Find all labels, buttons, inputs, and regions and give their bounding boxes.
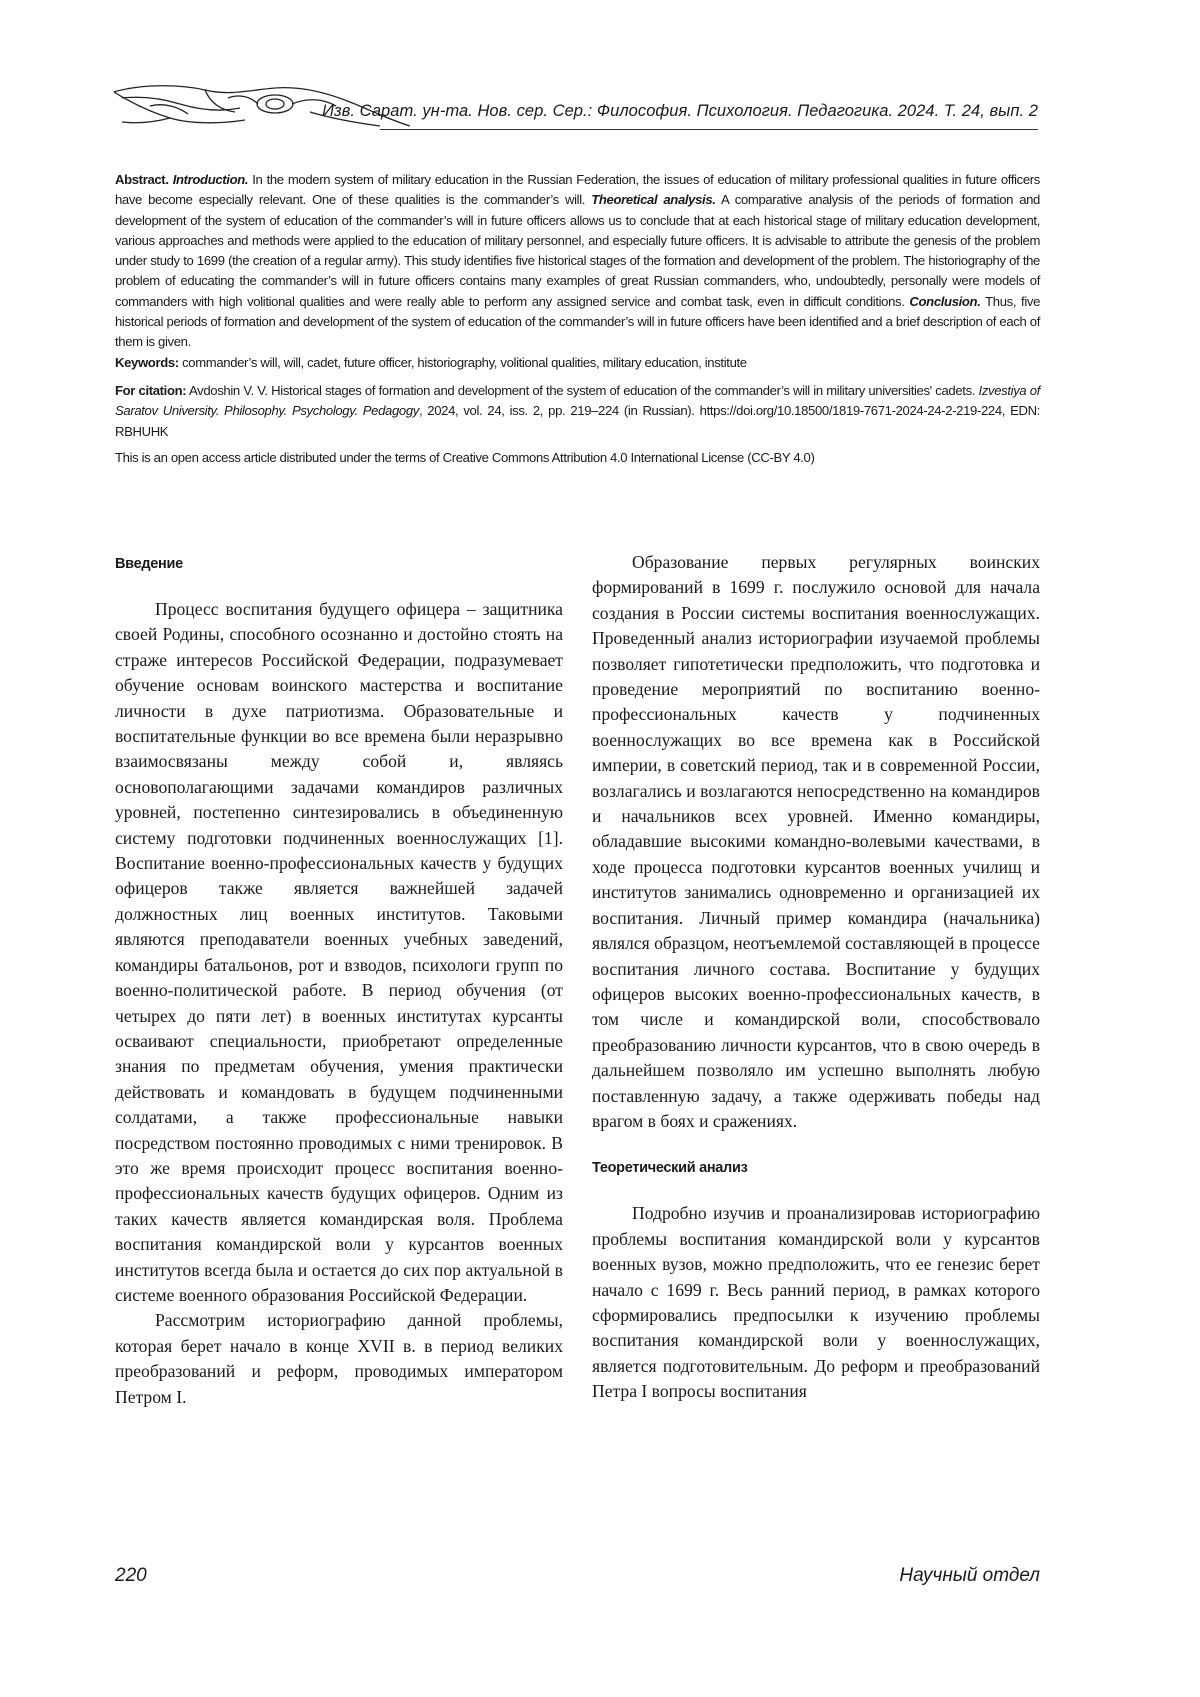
page-number: 220 — [115, 1565, 147, 1586]
citation-text-1: Avdoshin V. V. Historical stages of formation and development of the system of education of the commander’s will in military universities' cadets. — [186, 382, 979, 398]
citation — [115, 381, 1040, 442]
citation-text-2: , 2024, vol. 24, iss. 2, pp. 219–224 (in Russian). https://doi.org/10.18500/1819-7671-2024-24-2-219-224, EDN: RBHUHK — [115, 403, 1040, 439]
abstract-label: Abstract. — [115, 172, 169, 187]
citation-journal: Izvestiya of Saratov University. Philosophy. Psychology. Pedagogy — [115, 382, 1041, 419]
abstract-theory-label: Theoretical analysis. — [591, 192, 716, 208]
abstract-intro-label: Introduction. — [172, 172, 249, 187]
body-paragraph: Рассмотрим историографию данной проблемы, которая берет начало в конце XVII в. в период великих преобразований и реформ, проводимых императором Петром I. — [115, 1310, 563, 1407]
section-footer: Научный отдел — [899, 1565, 1040, 1586]
citation-label: For citation: — [115, 382, 187, 398]
keywords-text: commander’s will, will, cadet, future officer, historiography, volitional qualities, military education, institute — [178, 354, 747, 370]
section-heading-introduction: Введение — [115, 556, 183, 572]
body-paragraph: Подробно изучив и проанализировав историографию проблемы воспитания командирской воли у курсантов военных вузов, можно предположить, что ее генезис берет начало с 1699 г. Весь ранний период, в рамках которого сформировались предпосылки к изучению проблемы воспитания командирской воли у военнослужащих, является подготовительным. До реформ и преобразований Петра I вопросы воспитания — [592, 1203, 1040, 1402]
keywords — [115, 353, 1040, 373]
abstract-paragraph — [115, 170, 1040, 353]
running-header — [110, 82, 1038, 134]
section-heading-theoretical-analysis: Теоретический анализ — [592, 1160, 748, 1177]
left-column — [115, 550, 563, 1410]
right-column — [592, 550, 1040, 1405]
abstract-theory-text: A comparative analysis of the periods of formation and development of the system of education of the commander’s will in future officers allows us to conclude that at each historical stage of military education development, various approaches and methods were applied to the education of military personnel, and especially future officers. It is advisable to attribute the genesis of the problem under study to 1699 (the creation of a regular army). This study identifies five historical stages of the formation and development of the problem. The historiography of the problem of educating the commander’s will in future officers contains many examples of great Russian commanders, who, undoubtedly, personally were models of commanders with high volitional qualities and were really able to perform any assigned service and combat task, even in difficult conditions. — [115, 192, 1040, 309]
body-paragraph: Образование первых регулярных воинских формирований в 1699 г. послужило основой для начала создания в России системы воспитания военнослужащих. Проведенный анализ историографии изучаемой проблемы позволяет гипотетически предположить, что подготовка и проведение мероприятий по воспитанию военно-профессиональных качеств у подчиненных военнослужащих во все времена как в Российской империи, в советский период, так и в современной России, возлагались и возлагаются непосредственно на командиров и начальников всех уровней. Именно командиры, обладавшие высокими командно-волевыми качествами, в ходе процесса подготовки курсантов военных училищ и институтов занимались одновременно и организацией их воспитания. Личный пример командира (начальника) являлся образцом, неотъемлемой составляющей в процессе воспитания личного состава. Воспитание у будущих офицеров высоких военно-профессиональных качеств, в том числе и командирской воли, способствовало преобразованию личности курсантов, что в свою очередь в дальнейшем позволяло им успешно выполнять любую поставленную задачу, а также одерживать победы над врагом в боях и сражениях. — [592, 552, 1040, 1131]
body-paragraph: Процесс воспитания будущего офицера – защитника своей Родины, способного осознанно и достойно стоять на страже интересов Российской Федерации, подразумевает обучение основам воинского мастерства и воспитание личности в духе патриотизма. Образовательные и воспитательные функции во все времена были неразрывно взаимосвязаны между собой и, являясь основополагающими задачами командиров различных уровней, постепенно синтезировались в объединенную систему подготовки подчиненных военнослужащих [1]. Воспитание военно-профессиональных качеств у будущих офицеров также является важнейшей задачей должностных лиц военных институтов. Таковыми являются преподаватели военных учебных заведений, командиры батальонов, рот и взводов, психологи групп по военно-политической работе. В период обучения (от четырех до пяти лет) в военных институтах курсанты осваивают специальности, приобретают определенные знания по предметам обучения, умения практически действовать и командовать в будущем подчиненными солдатами, а также профессиональные навыки посредством постоянно проводимых с ними тренировок. В это же время происходит процесс воспитания военно-профессиональных качеств будущих офицеров. Одним из таких качеств является командирская воля. Проблема воспитания командирской воли у курсантов военных институтов всегда была и остается до сих пор актуальной в системе военного образования Российской Федерации. — [115, 599, 563, 1305]
keywords-label: Keywords: — [115, 354, 179, 370]
license-notice: This is an open access article distributed under the terms of Creative Commons Attribution 4.0 International License (CC-BY 4.0) — [115, 449, 815, 465]
header-rule — [380, 129, 1038, 130]
abstract-conclusion-label: Conclusion. — [909, 293, 981, 309]
abstract-block — [115, 170, 1040, 468]
abstract-conclusion-text: Thus, five historical periods of formation and development of the system of education of the commander’s will in future officers have been identified and a brief description of each of them is given. — [115, 293, 1041, 350]
abstract-intro-text: In the modern system of military education in the Russian Federation, the issues of education of military professional qualities in future officers have become especially relevant. One of these qualities is the commander’s will. — [115, 172, 1040, 208]
journal-title: Изв. Сарат. ун-та. Нов. сер. Сер.: Философия. Психология. Педагогика. 2024. Т. 24, вып. 2 — [322, 102, 1038, 120]
